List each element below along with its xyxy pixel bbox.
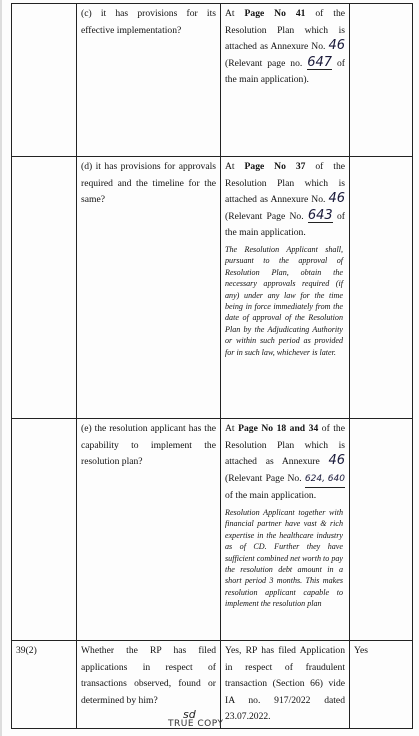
compliance-table xyxy=(11,3,413,729)
handwritten-annexure-number: 46 xyxy=(328,453,345,469)
table-row xyxy=(12,157,413,419)
question-cell xyxy=(77,4,221,157)
true-copy-stamp: TRUE COPY xyxy=(168,719,224,729)
answer-middle: of the Resolution Plan which is attached as Annexure xyxy=(225,423,345,468)
relevant-page-label: (Relevant Page No. xyxy=(225,210,304,222)
status-cell xyxy=(350,4,413,157)
status-value: Yes xyxy=(354,645,368,656)
clause-number: 39(2) xyxy=(16,645,37,656)
answer-prefix: At xyxy=(225,161,235,172)
answer-connector: of the main xyxy=(225,210,345,239)
answer-cell xyxy=(221,4,350,157)
relevant-page-label: (Relevant Page No. xyxy=(225,472,302,484)
question-cell xyxy=(77,157,221,419)
question-text: (d) it has provisions for approvals required and the timeline for the same? xyxy=(81,161,216,206)
explanation-text: Resolution Applicant together with financial partner have vast & rich expertise in the healthcare industry as of CD. Further they have sufficient combined net worth to pay the resolution debt amount in a short period 3 months. This makes resolution applicant capable to implement the resolution plan xyxy=(225,507,344,609)
handwritten-annexure-number: 46 xyxy=(328,191,345,207)
row-id-cell xyxy=(12,419,77,641)
handwritten-relevant-page: 647 xyxy=(307,54,333,70)
answer-prefix: At xyxy=(225,423,235,434)
handwritten-relevant-page: 624, 640 xyxy=(305,471,345,489)
page-reference: Page No 37 xyxy=(244,161,306,172)
stamp-signature: sd xyxy=(183,708,196,721)
question-cell xyxy=(77,419,221,641)
question-text: (c) it has provisions for its effective implementation? xyxy=(81,8,216,36)
table-row xyxy=(12,419,413,641)
answer-connector: of xyxy=(225,490,233,502)
page-reference: Page No 41 xyxy=(244,8,306,19)
answer-cell xyxy=(221,419,350,641)
row-id-cell xyxy=(12,641,77,729)
question-cell xyxy=(77,641,224,729)
answer-end: the main application). xyxy=(225,74,309,86)
answer-prefix: At xyxy=(225,8,235,19)
status-cell xyxy=(350,157,413,419)
handwritten-relevant-page: 643 xyxy=(307,207,333,223)
answer-connector: of xyxy=(336,57,345,69)
answer-cell xyxy=(221,157,350,419)
question-text: Whether the RP has filed applications in respect of transactions observed, found or determined by him? xyxy=(81,645,216,706)
answer-end: the main application. xyxy=(235,490,317,502)
table-row xyxy=(12,4,413,157)
question-text: (e) the resolution applicant has the capability to implement the resolution plan? xyxy=(81,423,216,468)
answer-cell xyxy=(221,641,350,729)
row-id-cell xyxy=(12,4,77,157)
status-cell xyxy=(350,419,413,641)
explanation-text: The Resolution Applicant shall, pursuant to the approval of Resolution Plan, obtain the necessary approvals required (if any) under any law for the time being in force immediately from the date of approval of the Resolution Plan by the Adjudicating Authority or within such period as provided for in such law, whichever is later. xyxy=(225,244,343,357)
answer-middle: of the Resolution Plan which is attached as Annexure No. xyxy=(225,8,345,53)
table-row xyxy=(12,641,413,729)
status-cell xyxy=(350,641,413,729)
handwritten-annexure-number: 46 xyxy=(328,38,345,54)
answer-middle: of the Resolution Plan which is attached as Annexure No. xyxy=(225,161,345,206)
relevant-page-label: (Relevant page no. xyxy=(225,57,303,69)
row-id-cell xyxy=(12,157,77,419)
answer-text: Yes, RP has filed Application in respect of fraudulent transaction (Section 66) vide IA no. 917/2022 dated 23.07.2022. xyxy=(225,645,345,723)
page-reference: Page No 18 and 34 xyxy=(238,423,319,434)
answer-end: application. xyxy=(260,227,306,239)
scan-edge xyxy=(0,0,2,736)
